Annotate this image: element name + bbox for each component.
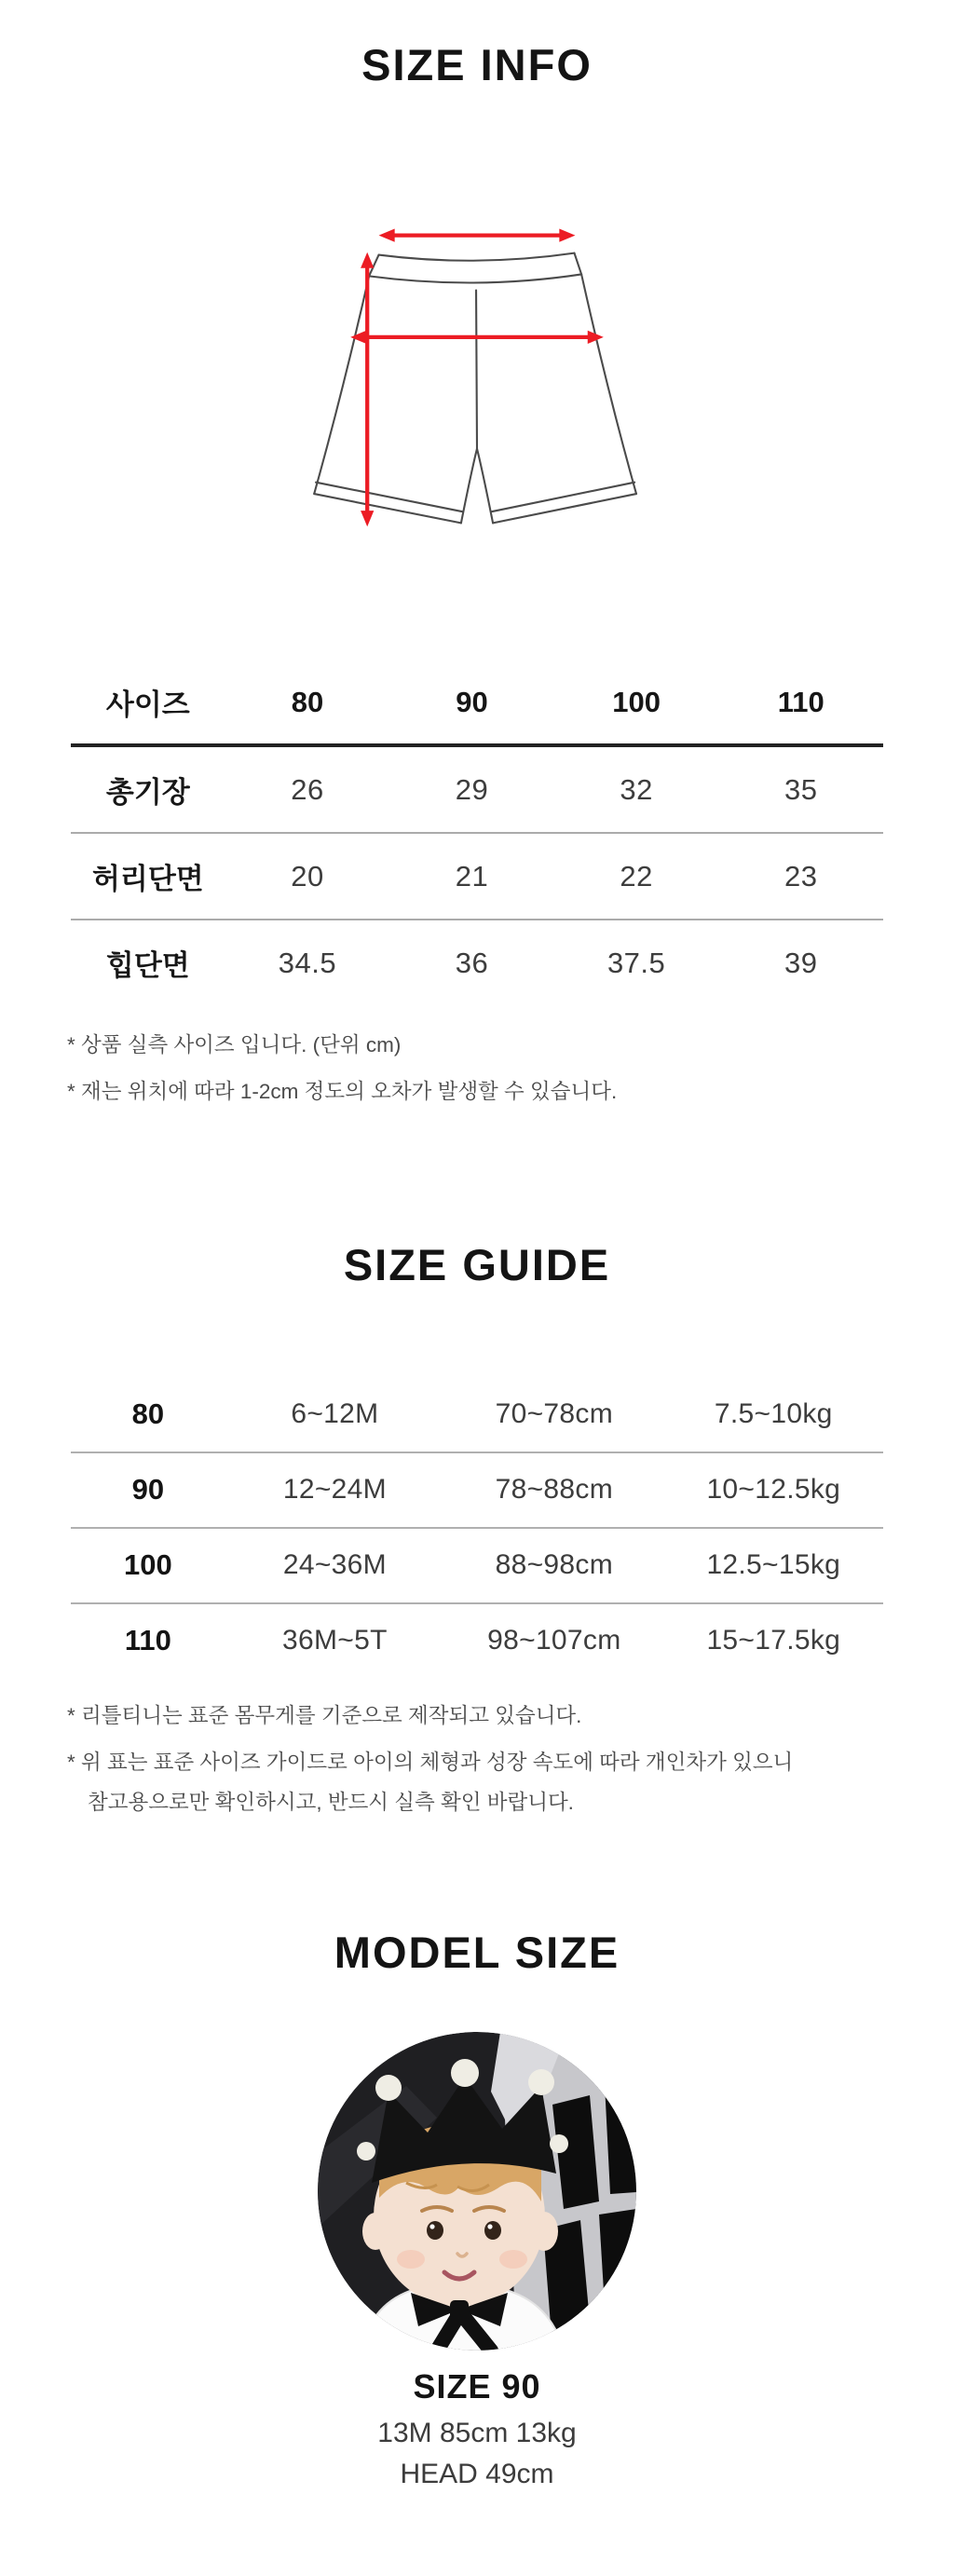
- size-info-title: SIZE INFO: [361, 40, 593, 89]
- cell-value: 22: [620, 859, 653, 893]
- shorts-outline: [314, 253, 636, 524]
- guide-height: 78~88cm: [495, 1474, 613, 1506]
- eye-right: [484, 2221, 501, 2240]
- guide-size: 80: [131, 1397, 165, 1431]
- row-label: 허리단면: [91, 863, 204, 895]
- eye-left: [427, 2221, 443, 2240]
- cell-value: 39: [784, 946, 818, 979]
- guide-height: 70~78cm: [495, 1398, 613, 1430]
- row-label: 힙단면: [105, 949, 190, 982]
- table-row-hip: [71, 920, 883, 1005]
- size-info-header-row: [71, 674, 883, 745]
- guide-weight: 15~17.5kg: [706, 1625, 841, 1656]
- cheek-left: [397, 2250, 425, 2269]
- guide-row-110: [71, 1603, 883, 1678]
- note-guide-disclaimer: * 위 표는 표준 사이즈 가이드로 아이의 체형과 성장 속도에 따라 개인차가 있으니: [67, 1751, 794, 1775]
- cell-value: 29: [455, 772, 489, 806]
- waist-width-arrow-icon: [379, 229, 576, 242]
- cell-value: 23: [784, 859, 818, 893]
- note-measured-size: * 상품 실측 사이즈 입니다. (단위 cm): [67, 1033, 402, 1056]
- shorts-measurement-diagram: [277, 211, 677, 566]
- col-header-100: 100: [554, 674, 719, 745]
- model-spec-line2: HEAD 49cm: [400, 2458, 554, 2489]
- guide-age: 12~24M: [282, 1474, 387, 1506]
- note-tolerance: * 재는 위치에 따라 1-2cm 정도의 오차가 발생할 수 있습니다.: [67, 1080, 618, 1104]
- cell-value: 20: [291, 859, 324, 893]
- size-info-table: [71, 674, 883, 1005]
- cell-value: 21: [455, 859, 489, 893]
- cell-value: 36: [455, 946, 489, 979]
- table-row-total-length: [71, 745, 883, 833]
- guide-weight: 12.5~15kg: [706, 1549, 841, 1581]
- guide-age: 36M~5T: [282, 1625, 388, 1656]
- guide-size: 110: [124, 1624, 171, 1657]
- note-guide-disclaimer-cont: 참고용으로만 확인하시고, 반드시 실측 확인 바랍니다.: [88, 1790, 574, 1814]
- table-row-waist: [71, 833, 883, 920]
- size-guide-notes: [67, 1702, 887, 1817]
- size-guide-table: [71, 1378, 883, 1678]
- col-header-110: 110: [718, 674, 883, 745]
- cell-value: 34.5: [278, 946, 337, 979]
- model-size-title: MODEL SIZE: [334, 1927, 620, 1977]
- guide-row-90: [71, 1452, 883, 1528]
- model-photo: [318, 2032, 636, 2351]
- model-spec-line1: 13M 85cm 13kg: [377, 2417, 577, 2448]
- eye-highlight-right: [487, 2224, 492, 2228]
- cheek-right: [499, 2250, 527, 2269]
- bottom-whitespace: [0, 2494, 954, 2576]
- model-size-label: SIZE 90: [413, 2366, 541, 2406]
- guide-weight: 10~12.5kg: [706, 1474, 841, 1506]
- guide-size: 90: [131, 1473, 165, 1506]
- guide-age: 6~12M: [291, 1398, 379, 1430]
- eye-highlight-left: [429, 2224, 434, 2228]
- guide-height: 88~98cm: [495, 1549, 613, 1581]
- guide-weight: 7.5~10kg: [714, 1398, 833, 1430]
- row-label: 총기장: [105, 776, 190, 809]
- cell-value: 32: [620, 772, 653, 806]
- cell-value: 37.5: [606, 946, 666, 979]
- col-header-size: 사이즈: [71, 674, 225, 745]
- shorts-line-drawing: [277, 211, 677, 566]
- guide-size: 100: [123, 1548, 172, 1582]
- cell-value: 35: [784, 772, 818, 806]
- size-guide-title: SIZE GUIDE: [343, 1239, 611, 1289]
- col-header-90: 90: [389, 674, 554, 745]
- note-standard-weight: * 리틀티니는 표준 몸무게를 기준으로 제작되고 있습니다.: [67, 1703, 582, 1727]
- size-info-notes: [67, 1031, 887, 1107]
- guide-row-80: [71, 1378, 883, 1452]
- model-photo-illustration: [318, 2032, 636, 2351]
- cell-value: 26: [291, 772, 324, 806]
- guide-age: 24~36M: [282, 1549, 387, 1581]
- col-header-80: 80: [225, 674, 390, 745]
- guide-row-100: [71, 1528, 883, 1603]
- guide-height: 98~107cm: [487, 1625, 621, 1656]
- length-arrow-icon: [361, 252, 374, 527]
